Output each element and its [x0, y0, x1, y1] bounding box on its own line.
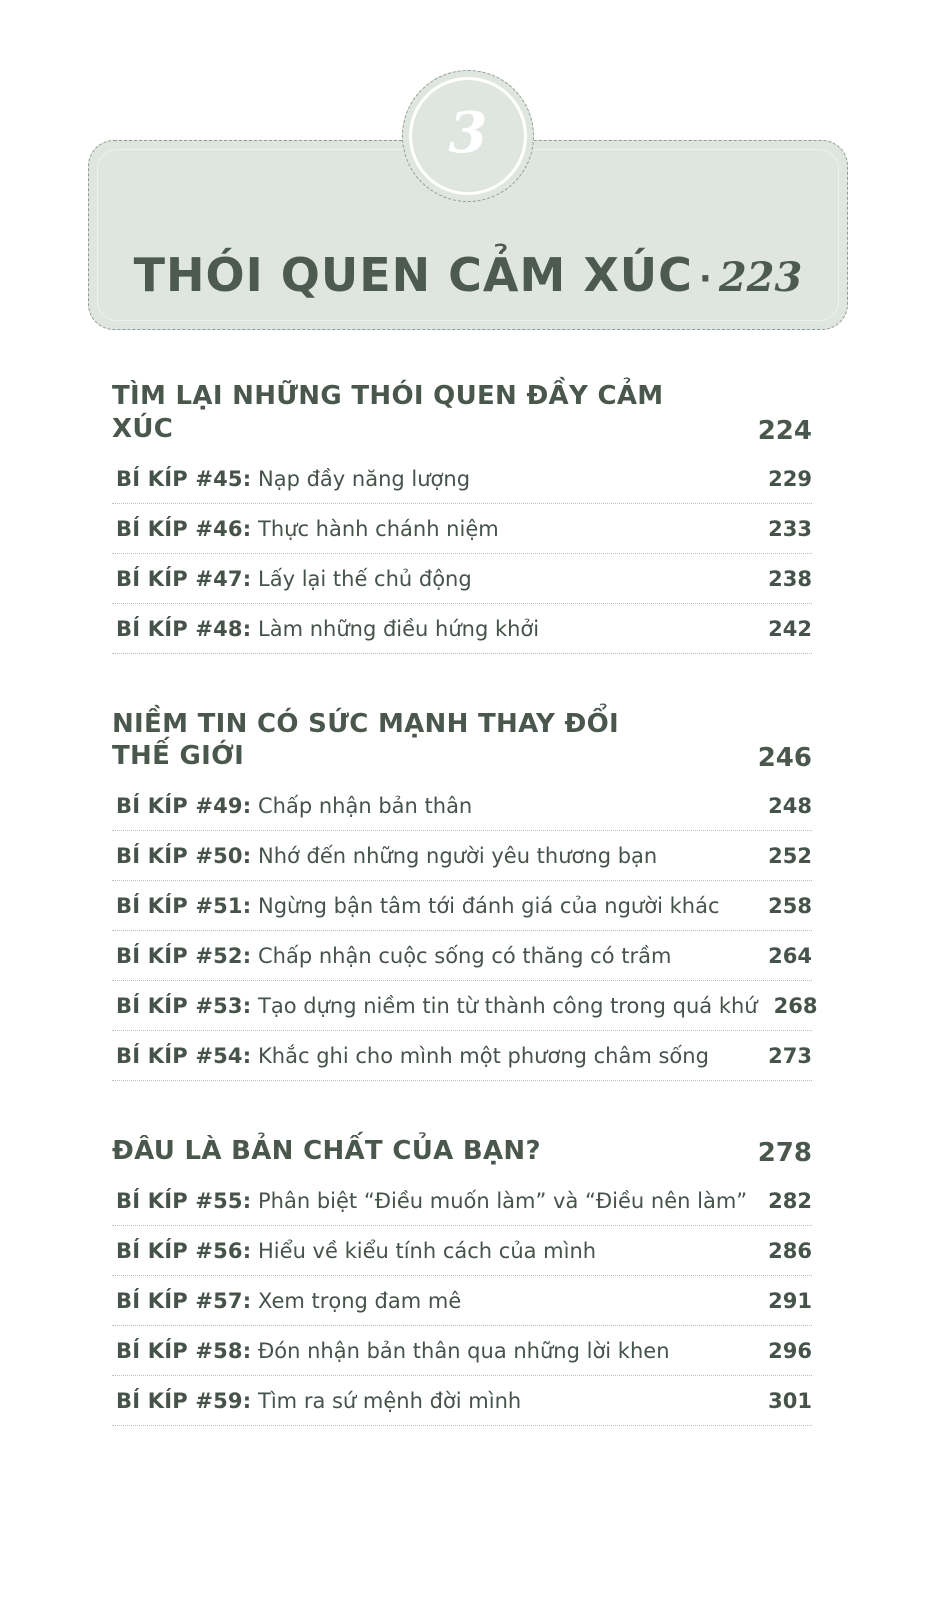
- toc-section: [112, 1135, 812, 1426]
- chapter-number-ring: [409, 77, 527, 195]
- toc-entry-text: Nạp đầy năng lượng: [251, 466, 471, 491]
- toc-entry[interactable]: [112, 504, 812, 554]
- toc-entry-text: Chấp nhận bản thân: [251, 794, 473, 818]
- toc-entry-tip: BÍ KÍP #57:: [116, 1288, 252, 1313]
- toc-entry-tip: BÍ KÍP #45:: [116, 466, 252, 491]
- toc-entry-text: Xem trọng đam mê: [251, 1288, 462, 1313]
- toc-section-title: ĐÂU LÀ BẢN CHẤT CỦA BẠN?: [112, 1136, 541, 1166]
- toc-entry-tip: BÍ KÍP #51:: [116, 894, 252, 918]
- toc-entry-label: [116, 617, 539, 641]
- toc-entry-text: Làm những điều hứng khởi: [251, 616, 540, 641]
- toc-entry[interactable]: [112, 931, 812, 981]
- toc-entry-page: 264: [768, 944, 812, 968]
- toc-section-header[interactable]: [112, 380, 812, 454]
- toc-section-page: 246: [757, 743, 812, 773]
- section-spacer: [112, 1095, 812, 1135]
- toc-entry-text: Đón nhận bản thân qua những lời khen: [251, 1338, 670, 1363]
- toc-entry-tip: BÍ KÍP #52:: [116, 944, 252, 968]
- chapter-page-number: 223: [718, 254, 803, 301]
- toc-entry-label: [116, 1289, 461, 1313]
- toc-entry-label: [116, 944, 671, 968]
- toc-entry-label: [116, 467, 470, 491]
- toc-entry-label: [116, 1339, 670, 1363]
- toc-section: [112, 380, 812, 654]
- toc-entry[interactable]: [112, 604, 812, 654]
- toc-entry-label: [116, 894, 720, 918]
- toc-entry-label: [116, 1239, 596, 1263]
- toc-section-title: TÌM LẠI NHỮNG THÓI QUEN ĐẦY CẢM XÚC: [112, 381, 664, 444]
- toc-entry-text: Khắc ghi cho mình một phương châm sống: [251, 1044, 709, 1068]
- toc-entry-label: [116, 1189, 747, 1213]
- toc-entry-text: Ngừng bận tâm tới đánh giá của người khác: [251, 894, 720, 918]
- toc-entry[interactable]: [112, 881, 812, 931]
- toc-entry-page: 296: [768, 1338, 812, 1363]
- toc-entry-tip: BÍ KÍP #53:: [116, 994, 252, 1018]
- toc-entry[interactable]: [112, 1031, 812, 1081]
- toc-section: [112, 708, 818, 1082]
- toc-entry-label: [116, 994, 758, 1018]
- toc-entry-page: 301: [768, 1388, 812, 1413]
- toc-section-page: 224: [757, 415, 812, 446]
- toc-entry-tip: BÍ KÍP #47:: [116, 566, 252, 591]
- toc-entry[interactable]: [112, 831, 812, 881]
- toc-entry-page: 258: [768, 894, 812, 918]
- toc-entry[interactable]: [112, 1326, 812, 1376]
- toc-entry-tip: BÍ KÍP #50:: [116, 844, 252, 868]
- toc-entry-page: 252: [768, 844, 812, 868]
- toc-entry-page: 229: [768, 466, 812, 491]
- chapter-banner: [88, 100, 848, 330]
- toc-entry-text: Tìm ra sứ mệnh đời mình: [251, 1388, 522, 1413]
- toc-entry-page: 233: [768, 516, 812, 541]
- toc-section-title: NIỀM TIN CÓ SỨC MẠNH THAY ĐỔI THẾ GIỚI: [112, 708, 619, 772]
- section-spacer: [112, 668, 812, 708]
- toc-entry-tip: BÍ KÍP #46:: [116, 516, 252, 541]
- toc-entry-text: Nhớ đến những người yêu thương bạn: [251, 844, 658, 868]
- toc-entry-label: [116, 794, 472, 818]
- toc-entry-label: [116, 844, 657, 868]
- table-of-contents: [112, 380, 818, 1440]
- chapter-separator: ·: [698, 258, 713, 299]
- toc-section-header[interactable]: [112, 1135, 812, 1176]
- toc-entry-label: [116, 1044, 709, 1068]
- toc-entry-text: Hiểu về kiểu tính cách của mình: [251, 1238, 597, 1263]
- toc-entry[interactable]: [112, 1276, 812, 1326]
- toc-entry-page: 268: [773, 994, 818, 1018]
- toc-entry-tip: BÍ KÍP #56:: [116, 1238, 252, 1263]
- toc-entry-page: 242: [768, 616, 812, 641]
- toc-entry-text: Thực hành chánh niệm: [251, 516, 499, 541]
- chapter-title: THÓI QUEN CẢM XÚC: [133, 248, 693, 302]
- toc-entry-page: 273: [768, 1044, 812, 1068]
- toc-entry-label: [116, 517, 499, 541]
- toc-entry-tip: BÍ KÍP #49:: [116, 794, 252, 818]
- toc-entry-tip: BÍ KÍP #48:: [116, 616, 252, 641]
- toc-entry-page: 286: [768, 1238, 812, 1263]
- toc-entry-text: Phân biệt “Điều muốn làm” và “Điều nên làm”: [251, 1188, 748, 1213]
- chapter-number: 3: [448, 100, 488, 166]
- toc-entry-page: 291: [768, 1288, 812, 1313]
- toc-entry-text: Lấy lại thế chủ động: [251, 566, 472, 591]
- toc-section-page: 278: [757, 1137, 812, 1168]
- toc-section-header[interactable]: [112, 708, 812, 782]
- toc-entry-tip: BÍ KÍP #59:: [116, 1388, 252, 1413]
- chapter-title-row: [88, 248, 848, 302]
- toc-entry-tip: BÍ KÍP #55:: [116, 1188, 252, 1213]
- toc-entry[interactable]: [112, 1176, 812, 1226]
- chapter-number-badge: [402, 70, 534, 202]
- toc-entry-page: 282: [768, 1188, 812, 1213]
- toc-entry-text: Tạo dựng niềm tin từ thành công trong quá khứ: [251, 994, 758, 1018]
- toc-entry[interactable]: [112, 981, 818, 1031]
- toc-entry-page: 248: [768, 794, 812, 818]
- toc-entry-tip: BÍ KÍP #54:: [116, 1044, 252, 1068]
- toc-entry-text: Chấp nhận cuộc sống có thăng có trầm: [251, 944, 672, 968]
- toc-entry-tip: BÍ KÍP #58:: [116, 1338, 252, 1363]
- toc-entry[interactable]: [112, 1376, 812, 1426]
- toc-entry-page: 238: [768, 566, 812, 591]
- toc-entry[interactable]: [112, 454, 812, 504]
- toc-entry[interactable]: [112, 554, 812, 604]
- toc-entry-label: [116, 1389, 521, 1413]
- toc-entry[interactable]: [112, 1226, 812, 1276]
- toc-entry-label: [116, 567, 472, 591]
- toc-entry[interactable]: [112, 781, 812, 831]
